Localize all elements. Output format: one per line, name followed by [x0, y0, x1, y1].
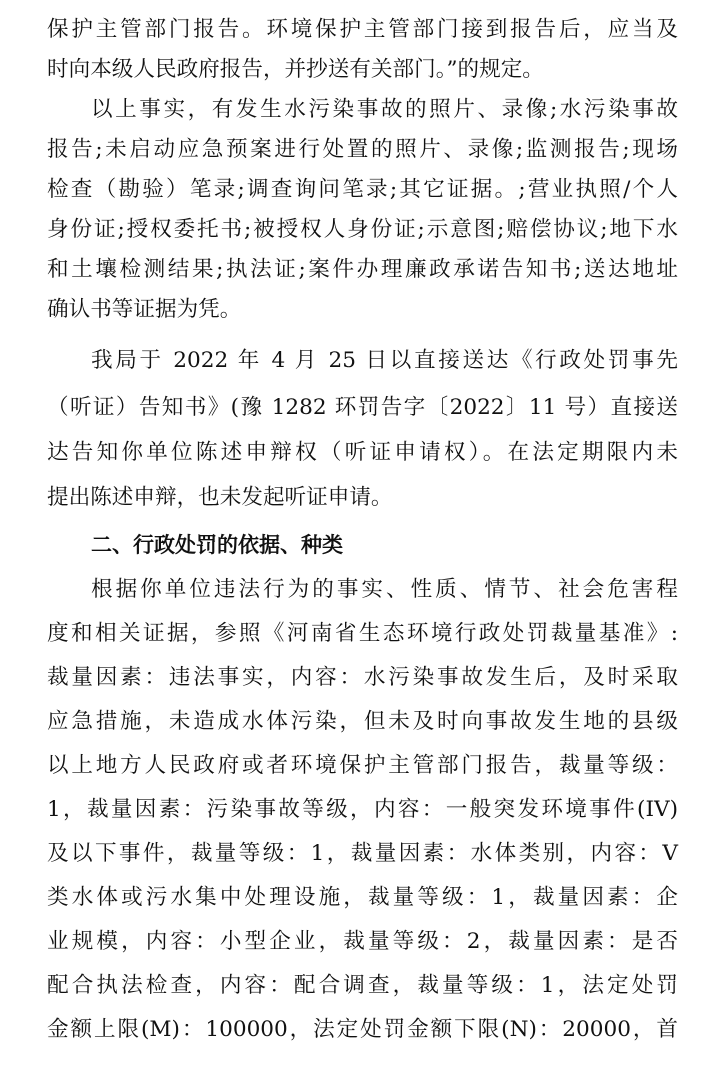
text-line: （听证）告知书》(豫 1282 环罚告字〔2022〕11 号）直接送 — [47, 395, 678, 420]
text-line: 确认书等证据为凭。 — [47, 297, 242, 322]
text-line: 及以下事件，裁量等级：1，裁量因素：水体类别，内容：V — [47, 841, 678, 866]
text-line: 应急措施，未造成水体污染，但未及时向事故发生地的县级 — [47, 709, 678, 734]
text-line: 和土壤检测结果;执法证;案件办理廉政承诺告知书;送达地址 — [47, 257, 678, 282]
text-line: 保护主管部门报告。环境保护主管部门接到报告后，应当及 — [47, 17, 678, 42]
text-line: 类水体或污水集中处理设施，裁量等级：1，裁量因素：企 — [47, 885, 678, 910]
text-line: 以上地方人民政府或者环境保护主管部门报告，裁量等级： — [47, 753, 678, 778]
text-line: 提出陈述申辩，也未发起听证申请。 — [47, 485, 393, 510]
text-line: 1，裁量因素：污染事故等级，内容：一般突发环境事件(IV) — [47, 797, 678, 822]
text-line: 我局于 2022 年 4 月 25 日以直接送达《行政处罚事先 — [91, 348, 678, 373]
section-heading: 二、行政处罚的依据、种类 — [91, 533, 343, 557]
text-line: 裁量因素：违法事实，内容：水污染事故发生后，及时采取 — [47, 665, 678, 690]
text-line: 度和相关证据，参照《河南省生态环境行政处罚裁量基准》: — [47, 621, 678, 646]
text-line: 身份证;授权委托书;被授权人身份证;示意图;赔偿协议;地下水 — [47, 217, 678, 242]
text-line: 业规模，内容：小型企业，裁量等级：2，裁量因素：是否 — [47, 929, 678, 954]
text-line: 报告;未启动应急预案进行处置的照片、录像;监测报告;现场 — [47, 137, 678, 162]
text-line: 金额上限(M)：100000，法定处罚金额下限(N)：20000，首 — [47, 1017, 678, 1042]
text-line: 根据你单位违法行为的事实、性质、情节、社会危害程 — [91, 577, 678, 602]
text-line: 达告知你单位陈述申辩权（听证申请权）。在法定期限内未 — [47, 440, 678, 465]
text-line: 配合执法检查，内容：配合调查，裁量等级：1，法定处罚 — [47, 973, 678, 998]
text-line: 检查（勘验）笔录;调查询问笔录;其它证据。;营业执照/个人 — [47, 177, 678, 202]
text-line: 时向本级人民政府报告，并抄送有关部门。”的规定。 — [47, 57, 544, 82]
text-line: 以上事实，有发生水污染事故的照片、录像;水污染事故 — [91, 97, 678, 122]
